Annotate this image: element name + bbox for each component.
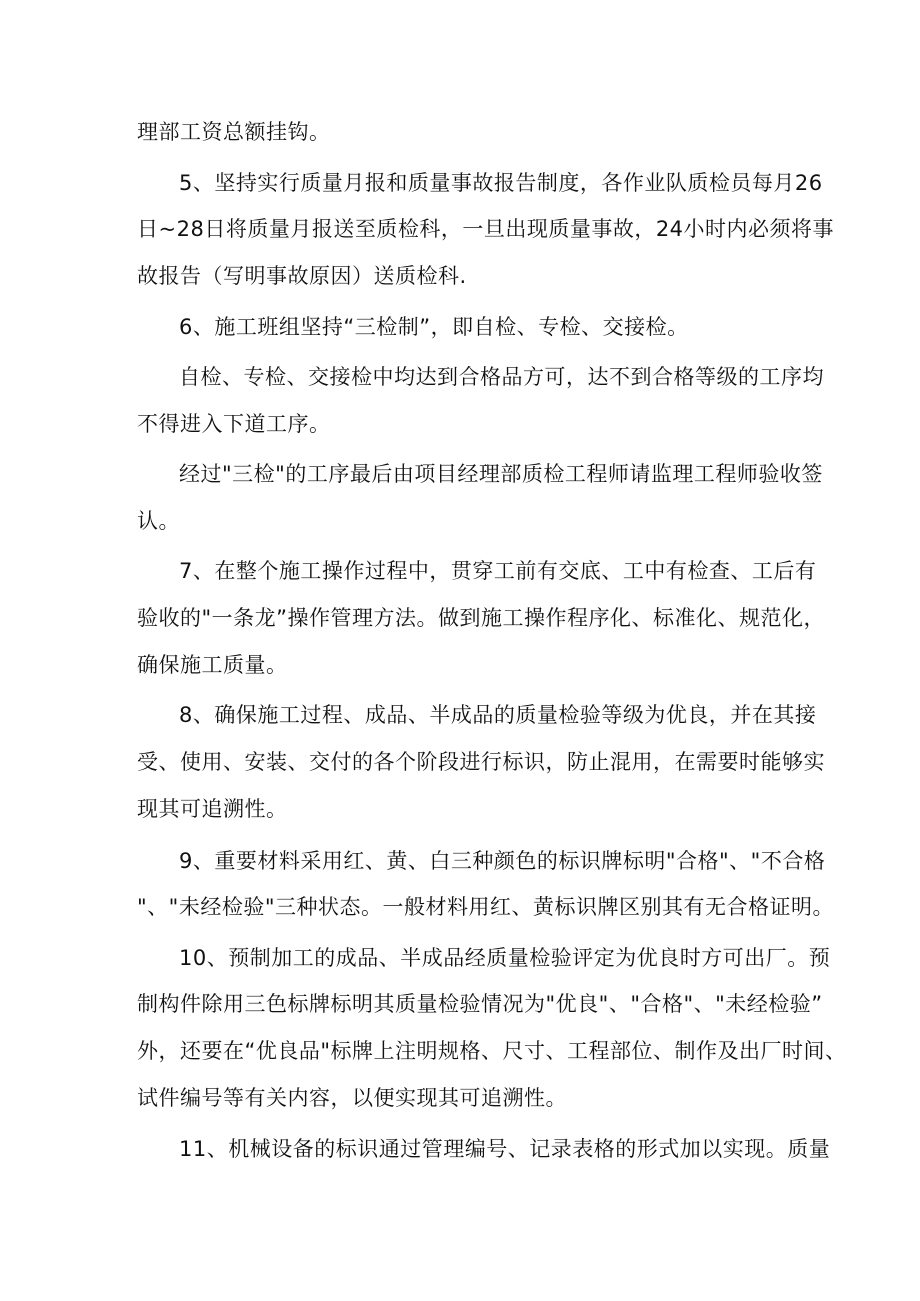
text-line: 受、使用、安装、交付的各个阶段进行标识，防止混用，在需要时能够实 xyxy=(137,750,825,774)
text-line: 5、坚持实行质量月报和质量事故报告制度，各作业队质检员每月26 xyxy=(179,171,823,195)
text-line: 不得进入下道工序。 xyxy=(137,412,331,436)
text-line: 11、机械设备的标识通过管理编号、记录表格的形式加以实现。质量 xyxy=(179,1137,831,1161)
text-line: 8、确保施工过程、成品、半成品的质量检验等级为优良，并在其接 xyxy=(179,703,817,727)
text-line: 理部工资总额挂钩。 xyxy=(137,120,331,144)
text-line: 日~28日将质量月报送至质检科，一旦出现质量事故，24小时内必须将事 xyxy=(137,217,835,241)
text-line: 试件编号等有关内容，以便实现其可追溯性。 xyxy=(137,1086,567,1110)
text-line: 7、在整个施工操作过程中，贯穿工前有交底、工中有检查、工后有 xyxy=(179,559,817,583)
text-line: 验收的"一条龙”操作管理方法。做到施工操作程序化、标准化、规范化， xyxy=(137,606,826,630)
text-line: "、"未经检验"三种状态。一般材料用红、黄标识牌区别其有无合格证明。 xyxy=(137,895,834,919)
text-line: 经过"三检"的工序最后由项目经理部质检工程师请监理工程师验收签 xyxy=(179,462,823,486)
text-line: 自检、专检、交接检中均达到合格品方可，达不到合格等级的工序均 xyxy=(179,365,824,389)
text-line: 10、预制加工的成品、半成品经质量检验评定为优良时方可出厂。预 xyxy=(179,946,831,970)
text-line: 认。 xyxy=(137,509,180,533)
text-line: 现其可追溯性。 xyxy=(137,797,288,821)
text-line: 6、施工班组坚持“三检制”，即自检、专检、交接检。 xyxy=(179,315,689,339)
text-line: 9、重要材料采用红、黄、白三种颜色的标识牌标明"合格"、"不合格 xyxy=(179,849,826,873)
text-line: 外，还要在“优良品"标牌上注明规格、尺寸、工程部位、制作及出厂时间、 xyxy=(137,1039,847,1063)
text-line: 故报告（写明事故原因）送质检科. xyxy=(137,264,467,288)
text-line: 制构件除用三色标牌标明其质量检验情况为"优良"、"合格"、"未经检验” xyxy=(137,992,823,1016)
text-line: 确保施工质量。 xyxy=(137,653,288,677)
